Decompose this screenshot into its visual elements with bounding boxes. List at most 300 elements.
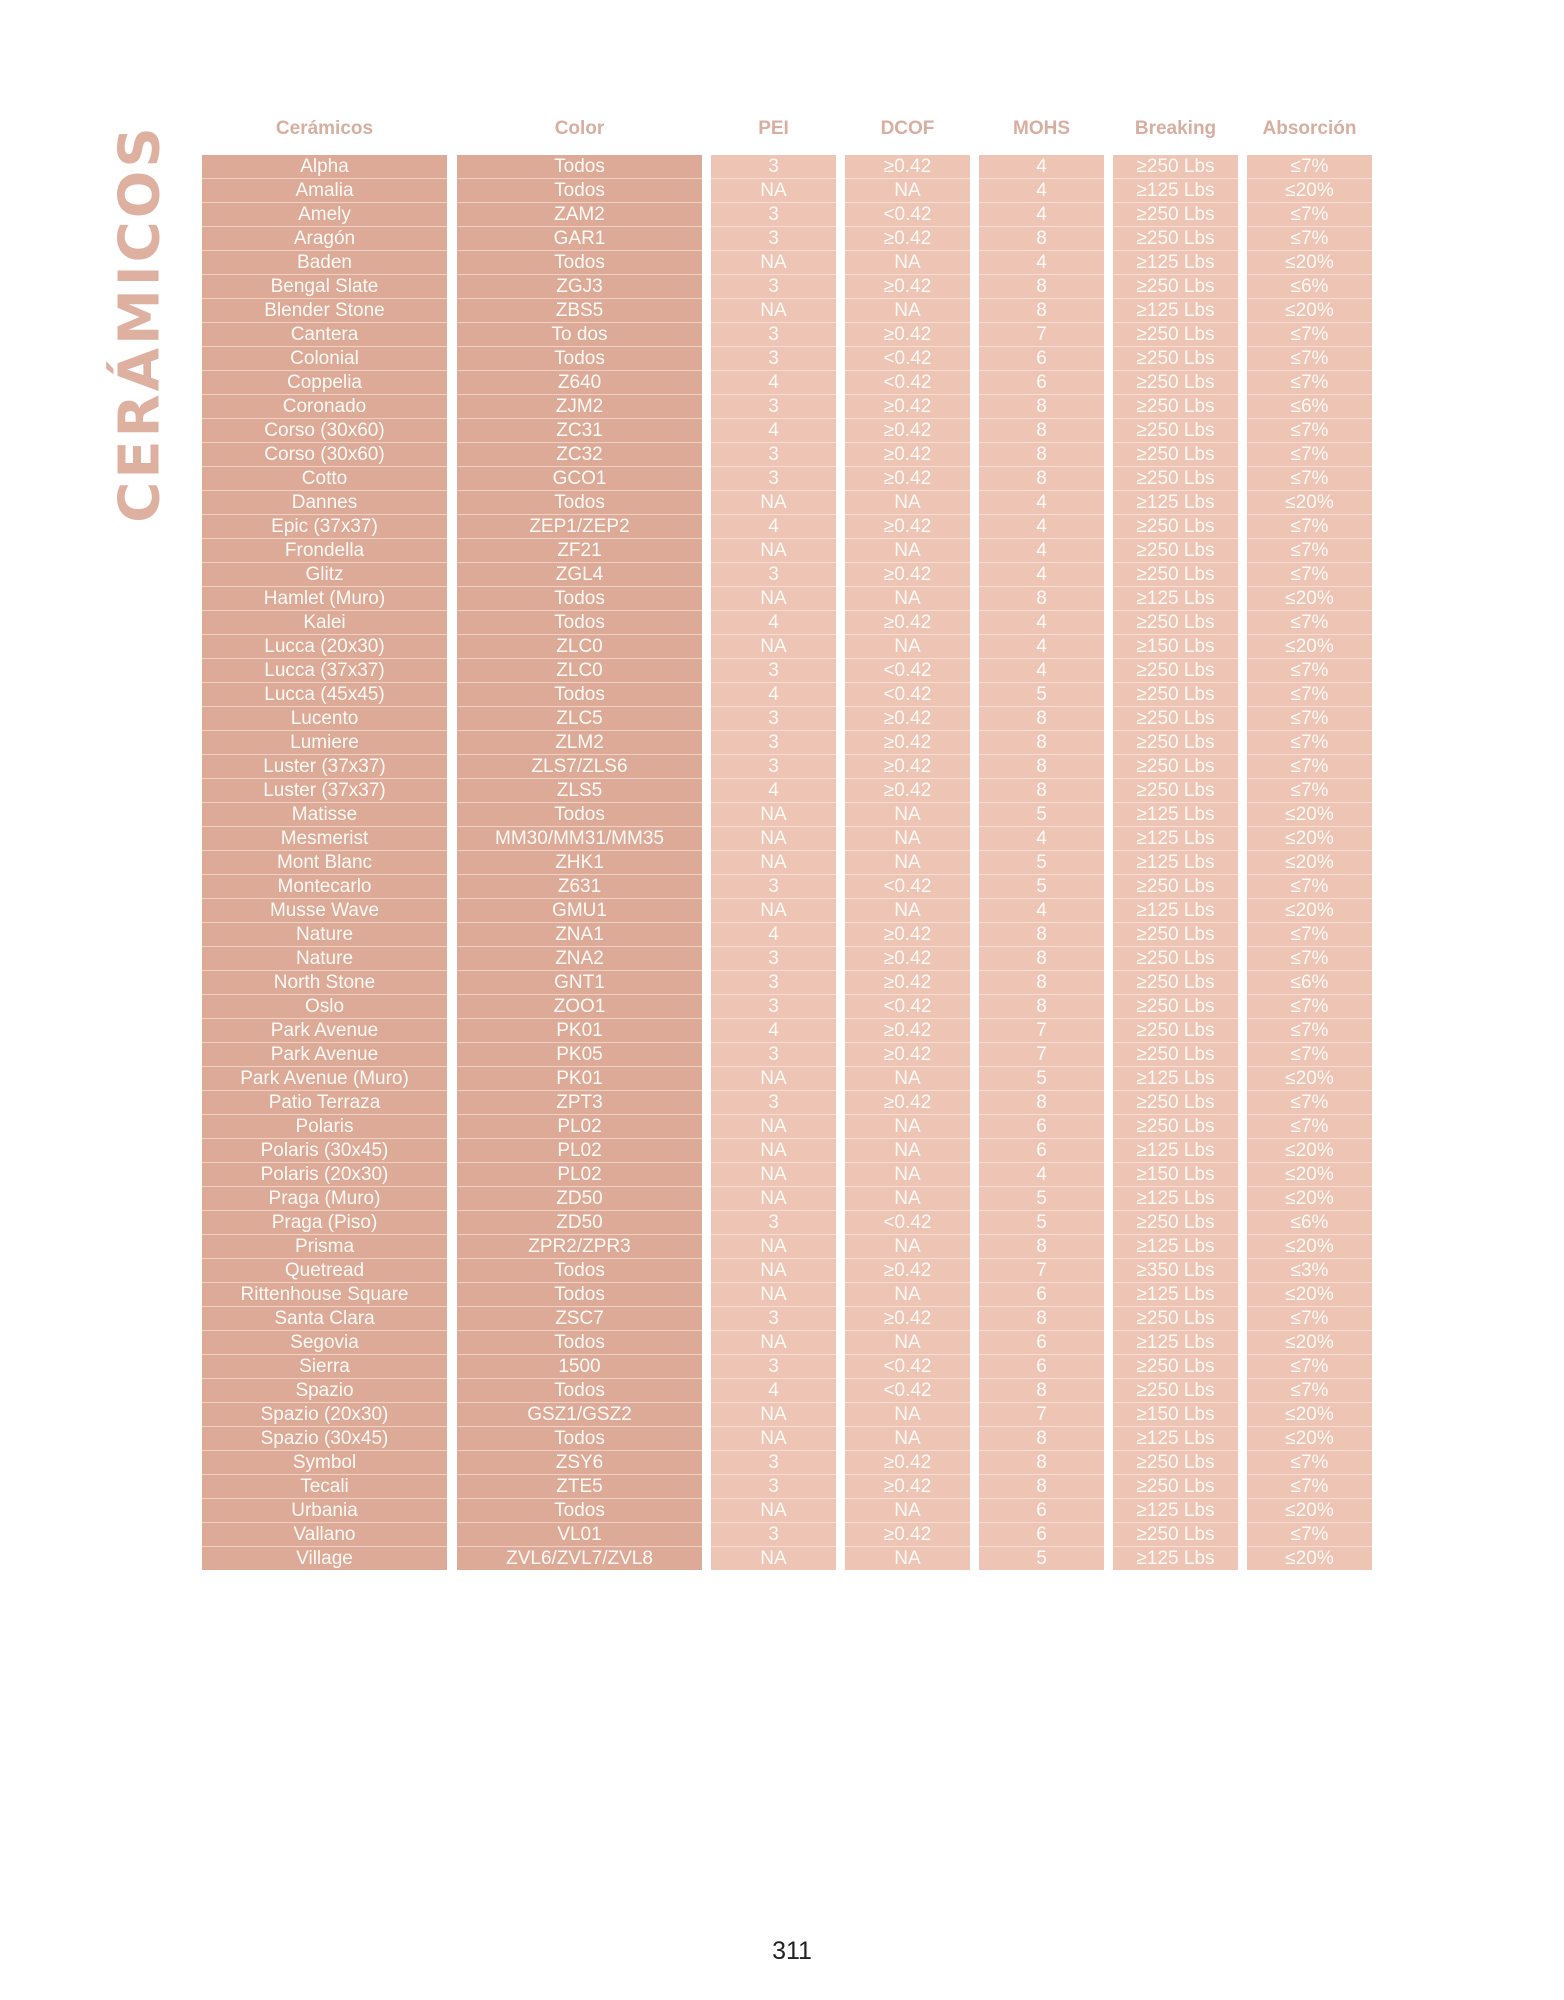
cell-dcof: NA xyxy=(845,1547,970,1571)
cell-breaking: ≥250 Lbs xyxy=(1113,707,1238,731)
table-row xyxy=(0,1235,1564,1259)
cell-breaking: ≥125 Lbs xyxy=(1113,851,1238,875)
cell-mohs: 6 xyxy=(979,1139,1104,1163)
cell-dcof: ≥0.42 xyxy=(845,779,970,803)
table-row xyxy=(0,227,1564,251)
cell-color: Todos xyxy=(457,1259,702,1283)
cell-absorcion: ≤7% xyxy=(1247,227,1372,251)
cell-ceramicos: Vallano xyxy=(202,1523,447,1547)
cell-dcof: NA xyxy=(845,1163,970,1187)
cell-pei: NA xyxy=(711,1259,836,1283)
cell-breaking: ≥250 Lbs xyxy=(1113,923,1238,947)
cell-ceramicos: Segovia xyxy=(202,1331,447,1355)
cell-breaking: ≥250 Lbs xyxy=(1113,227,1238,251)
cell-ceramicos: Baden xyxy=(202,251,447,275)
cell-mohs: 8 xyxy=(979,1307,1104,1331)
cell-breaking: ≥250 Lbs xyxy=(1113,1307,1238,1331)
cell-absorcion: ≤7% xyxy=(1247,1043,1372,1067)
cell-pei: 3 xyxy=(711,1523,836,1547)
cell-color: Todos xyxy=(457,611,702,635)
cell-ceramicos: Urbania xyxy=(202,1499,447,1523)
table-row xyxy=(0,635,1564,659)
cell-dcof: NA xyxy=(845,1499,970,1523)
cell-breaking: ≥250 Lbs xyxy=(1113,1115,1238,1139)
cell-color: ZD50 xyxy=(457,1211,702,1235)
cell-dcof: NA xyxy=(845,1115,970,1139)
cell-breaking: ≥125 Lbs xyxy=(1113,251,1238,275)
cell-absorcion: ≤7% xyxy=(1247,1115,1372,1139)
cell-mohs: 8 xyxy=(979,1091,1104,1115)
cell-breaking: ≥125 Lbs xyxy=(1113,1067,1238,1091)
cell-breaking: ≥250 Lbs xyxy=(1113,1355,1238,1379)
cell-color: GMU1 xyxy=(457,899,702,923)
cell-breaking: ≥250 Lbs xyxy=(1113,755,1238,779)
cell-absorcion: ≤20% xyxy=(1247,299,1372,323)
cell-dcof: NA xyxy=(845,1427,970,1451)
cell-dcof: ≥0.42 xyxy=(845,563,970,587)
cell-mohs: 8 xyxy=(979,923,1104,947)
cell-dcof: ≥0.42 xyxy=(845,707,970,731)
table-row xyxy=(0,155,1564,179)
table-row xyxy=(0,803,1564,827)
cell-pei: 4 xyxy=(711,515,836,539)
table-row xyxy=(0,779,1564,803)
cell-pei: 3 xyxy=(711,275,836,299)
cell-absorcion: ≤7% xyxy=(1247,563,1372,587)
cell-mohs: 8 xyxy=(979,947,1104,971)
cell-color: ZLC5 xyxy=(457,707,702,731)
cell-absorcion: ≤20% xyxy=(1247,635,1372,659)
cell-color: Todos xyxy=(457,1499,702,1523)
cell-color: GNT1 xyxy=(457,971,702,995)
cell-mohs: 7 xyxy=(979,1043,1104,1067)
cell-ceramicos: North Stone xyxy=(202,971,447,995)
cell-color: ZNA1 xyxy=(457,923,702,947)
page-number: 311 xyxy=(772,1937,812,1965)
cell-breaking: ≥250 Lbs xyxy=(1113,995,1238,1019)
cell-color: Todos xyxy=(457,683,702,707)
cell-pei: 3 xyxy=(711,1307,836,1331)
cell-breaking: ≥125 Lbs xyxy=(1113,1499,1238,1523)
cell-absorcion: ≤20% xyxy=(1247,1235,1372,1259)
cell-dcof: <0.42 xyxy=(845,347,970,371)
cell-pei: 3 xyxy=(711,755,836,779)
table-row xyxy=(0,1547,1564,1571)
cell-mohs: 5 xyxy=(979,875,1104,899)
cell-color: ZC32 xyxy=(457,443,702,467)
cell-ceramicos: Oslo xyxy=(202,995,447,1019)
table-row xyxy=(0,443,1564,467)
cell-absorcion: ≤20% xyxy=(1247,1331,1372,1355)
cell-dcof: NA xyxy=(845,1403,970,1427)
cell-pei: 3 xyxy=(711,395,836,419)
cell-breaking: ≥125 Lbs xyxy=(1113,1187,1238,1211)
cell-pei: 3 xyxy=(711,443,836,467)
cell-mohs: 8 xyxy=(979,1475,1104,1499)
cell-pei: NA xyxy=(711,587,836,611)
cell-mohs: 4 xyxy=(979,491,1104,515)
cell-ceramicos: Corso (30x60) xyxy=(202,419,447,443)
cell-absorcion: ≤3% xyxy=(1247,1259,1372,1283)
table-row xyxy=(0,947,1564,971)
cell-absorcion: ≤20% xyxy=(1247,1427,1372,1451)
cell-ceramicos: Polaris xyxy=(202,1115,447,1139)
cell-dcof: NA xyxy=(845,539,970,563)
cell-absorcion: ≤7% xyxy=(1247,995,1372,1019)
cell-absorcion: ≤7% xyxy=(1247,347,1372,371)
cell-ceramicos: Prisma xyxy=(202,1235,447,1259)
table-row xyxy=(0,179,1564,203)
cell-ceramicos: Nature xyxy=(202,923,447,947)
cell-dcof: ≥0.42 xyxy=(845,1523,970,1547)
cell-breaking: ≥125 Lbs xyxy=(1113,1283,1238,1307)
column-header-color: Color xyxy=(554,118,605,139)
cell-breaking: ≥125 Lbs xyxy=(1113,803,1238,827)
table-row xyxy=(0,419,1564,443)
cell-ceramicos: Luster (37x37) xyxy=(202,779,447,803)
cell-dcof: ≥0.42 xyxy=(845,731,970,755)
cell-ceramicos: Santa Clara xyxy=(202,1307,447,1331)
cell-absorcion: ≤7% xyxy=(1247,875,1372,899)
cell-mohs: 4 xyxy=(979,539,1104,563)
cell-mohs: 7 xyxy=(979,1403,1104,1427)
cell-ceramicos: Matisse xyxy=(202,803,447,827)
cell-color: ZGL4 xyxy=(457,563,702,587)
cell-breaking: ≥125 Lbs xyxy=(1113,491,1238,515)
table-row xyxy=(0,395,1564,419)
table-row xyxy=(0,875,1564,899)
cell-ceramicos: Park Avenue xyxy=(202,1019,447,1043)
cell-dcof: ≥0.42 xyxy=(845,971,970,995)
table-row xyxy=(0,1163,1564,1187)
cell-dcof: NA xyxy=(845,803,970,827)
cell-dcof: <0.42 xyxy=(845,659,970,683)
cell-color: PL02 xyxy=(457,1163,702,1187)
cell-mohs: 6 xyxy=(979,1283,1104,1307)
table-row xyxy=(0,1523,1564,1547)
cell-pei: NA xyxy=(711,851,836,875)
cell-absorcion: ≤7% xyxy=(1247,203,1372,227)
cell-dcof: NA xyxy=(845,1067,970,1091)
cell-ceramicos: Amalia xyxy=(202,179,447,203)
table-row xyxy=(0,611,1564,635)
cell-pei: 3 xyxy=(711,347,836,371)
cell-color: ZSC7 xyxy=(457,1307,702,1331)
cell-dcof: <0.42 xyxy=(845,1355,970,1379)
cell-absorcion: ≤20% xyxy=(1247,1163,1372,1187)
cell-dcof: ≥0.42 xyxy=(845,419,970,443)
cell-breaking: ≥250 Lbs xyxy=(1113,659,1238,683)
cell-color: PK01 xyxy=(457,1067,702,1091)
cell-dcof: <0.42 xyxy=(845,683,970,707)
cell-absorcion: ≤20% xyxy=(1247,851,1372,875)
cell-color: ZJM2 xyxy=(457,395,702,419)
table-row xyxy=(0,1355,1564,1379)
cell-absorcion: ≤7% xyxy=(1247,515,1372,539)
cell-dcof: <0.42 xyxy=(845,203,970,227)
table-row xyxy=(0,563,1564,587)
cell-pei: NA xyxy=(711,1163,836,1187)
cell-dcof: ≥0.42 xyxy=(845,1091,970,1115)
cell-color: ZLS5 xyxy=(457,779,702,803)
cell-color: ZEP1/ZEP2 xyxy=(457,515,702,539)
table-row xyxy=(0,731,1564,755)
cell-color: ZGJ3 xyxy=(457,275,702,299)
cell-pei: 3 xyxy=(711,563,836,587)
cell-dcof: ≥0.42 xyxy=(845,1259,970,1283)
cell-pei: 4 xyxy=(711,779,836,803)
cell-dcof: ≥0.42 xyxy=(845,323,970,347)
cell-absorcion: ≤20% xyxy=(1247,1067,1372,1091)
cell-absorcion: ≤7% xyxy=(1247,779,1372,803)
cell-absorcion: ≤7% xyxy=(1247,1523,1372,1547)
table-row xyxy=(0,1211,1564,1235)
cell-mohs: 8 xyxy=(979,779,1104,803)
cell-breaking: ≥250 Lbs xyxy=(1113,395,1238,419)
table-row xyxy=(0,755,1564,779)
table-row xyxy=(0,995,1564,1019)
table-row xyxy=(0,851,1564,875)
cell-breaking: ≥250 Lbs xyxy=(1113,371,1238,395)
cell-breaking: ≥250 Lbs xyxy=(1113,1043,1238,1067)
cell-color: ZLM2 xyxy=(457,731,702,755)
cell-dcof: ≥0.42 xyxy=(845,1043,970,1067)
cell-breaking: ≥125 Lbs xyxy=(1113,1331,1238,1355)
cell-color: Todos xyxy=(457,179,702,203)
table-row xyxy=(0,1307,1564,1331)
cell-mohs: 7 xyxy=(979,323,1104,347)
cell-color: Todos xyxy=(457,1283,702,1307)
cell-absorcion: ≤20% xyxy=(1247,587,1372,611)
cell-mohs: 4 xyxy=(979,611,1104,635)
table-row xyxy=(0,1499,1564,1523)
table-row xyxy=(0,1331,1564,1355)
cell-breaking: ≥250 Lbs xyxy=(1113,1211,1238,1235)
cell-dcof: <0.42 xyxy=(845,1211,970,1235)
cell-ceramicos: Corso (30x60) xyxy=(202,443,447,467)
cell-mohs: 4 xyxy=(979,635,1104,659)
cell-dcof: NA xyxy=(845,635,970,659)
cell-mohs: 8 xyxy=(979,443,1104,467)
cell-dcof: <0.42 xyxy=(845,875,970,899)
cell-absorcion: ≤7% xyxy=(1247,755,1372,779)
cell-ceramicos: Kalei xyxy=(202,611,447,635)
cell-ceramicos: Cotto xyxy=(202,467,447,491)
cell-breaking: ≥350 Lbs xyxy=(1113,1259,1238,1283)
cell-mohs: 8 xyxy=(979,995,1104,1019)
cell-mohs: 4 xyxy=(979,1163,1104,1187)
cell-dcof: ≥0.42 xyxy=(845,443,970,467)
cell-dcof: ≥0.42 xyxy=(845,155,970,179)
cell-color: ZAM2 xyxy=(457,203,702,227)
cell-mohs: 5 xyxy=(979,1187,1104,1211)
table-row xyxy=(0,659,1564,683)
cell-ceramicos: Frondella xyxy=(202,539,447,563)
table-row xyxy=(0,1019,1564,1043)
cell-mohs: 4 xyxy=(979,155,1104,179)
cell-mohs: 4 xyxy=(979,899,1104,923)
cell-pei: NA xyxy=(711,1067,836,1091)
cell-mohs: 8 xyxy=(979,1427,1104,1451)
cell-pei: NA xyxy=(711,1235,836,1259)
cell-breaking: ≥125 Lbs xyxy=(1113,587,1238,611)
table-row xyxy=(0,539,1564,563)
table-row xyxy=(0,971,1564,995)
cell-ceramicos: Rittenhouse Square xyxy=(202,1283,447,1307)
cell-mohs: 7 xyxy=(979,1259,1104,1283)
cell-pei: NA xyxy=(711,539,836,563)
cell-pei: NA xyxy=(711,179,836,203)
cell-mohs: 6 xyxy=(979,1355,1104,1379)
cell-mohs: 8 xyxy=(979,467,1104,491)
cell-pei: 3 xyxy=(711,1475,836,1499)
cell-ceramicos: Aragón xyxy=(202,227,447,251)
cell-color: ZPT3 xyxy=(457,1091,702,1115)
cell-pei: NA xyxy=(711,1283,836,1307)
cell-absorcion: ≤20% xyxy=(1247,1187,1372,1211)
cell-mohs: 8 xyxy=(979,1379,1104,1403)
cell-absorcion: ≤20% xyxy=(1247,1403,1372,1427)
cell-color: Z631 xyxy=(457,875,702,899)
column-header-breaking: Breaking xyxy=(1134,118,1217,139)
cell-dcof: NA xyxy=(845,587,970,611)
cell-pei: 3 xyxy=(711,1355,836,1379)
cell-breaking: ≥125 Lbs xyxy=(1113,1427,1238,1451)
cell-color: ZVL6/ZVL7/ZVL8 xyxy=(457,1547,702,1571)
cell-color: ZLC0 xyxy=(457,635,702,659)
cell-absorcion: ≤7% xyxy=(1247,659,1372,683)
cell-breaking: ≥125 Lbs xyxy=(1113,827,1238,851)
cell-dcof: NA xyxy=(845,1187,970,1211)
table-row xyxy=(0,251,1564,275)
cell-color: ZD50 xyxy=(457,1187,702,1211)
cell-mohs: 4 xyxy=(979,563,1104,587)
cell-pei: 4 xyxy=(711,1379,836,1403)
cell-pei: NA xyxy=(711,827,836,851)
cell-dcof: ≥0.42 xyxy=(845,947,970,971)
cell-absorcion: ≤7% xyxy=(1247,1451,1372,1475)
cell-ceramicos: Alpha xyxy=(202,155,447,179)
cell-ceramicos: Mesmerist xyxy=(202,827,447,851)
cell-dcof: ≥0.42 xyxy=(845,275,970,299)
cell-absorcion: ≤20% xyxy=(1247,1283,1372,1307)
table-row xyxy=(0,1043,1564,1067)
cell-color: Todos xyxy=(457,1379,702,1403)
cell-ceramicos: Sierra xyxy=(202,1355,447,1379)
cell-mohs: 8 xyxy=(979,419,1104,443)
cell-color: Todos xyxy=(457,491,702,515)
cell-ceramicos: Lucca (20x30) xyxy=(202,635,447,659)
cell-absorcion: ≤20% xyxy=(1247,179,1372,203)
cell-absorcion: ≤7% xyxy=(1247,419,1372,443)
cell-dcof: ≥0.42 xyxy=(845,467,970,491)
cell-mohs: 8 xyxy=(979,587,1104,611)
cell-dcof: NA xyxy=(845,1139,970,1163)
cell-breaking: ≥250 Lbs xyxy=(1113,203,1238,227)
cell-mohs: 8 xyxy=(979,299,1104,323)
cell-mohs: 4 xyxy=(979,827,1104,851)
cell-absorcion: ≤6% xyxy=(1247,275,1372,299)
cell-ceramicos: Colonial xyxy=(202,347,447,371)
cell-absorcion: ≤7% xyxy=(1247,611,1372,635)
cell-absorcion: ≤7% xyxy=(1247,467,1372,491)
cell-absorcion: ≤7% xyxy=(1247,707,1372,731)
cell-absorcion: ≤7% xyxy=(1247,683,1372,707)
cell-color: VL01 xyxy=(457,1523,702,1547)
cell-pei: NA xyxy=(711,635,836,659)
cell-pei: NA xyxy=(711,1499,836,1523)
cell-ceramicos: Tecali xyxy=(202,1475,447,1499)
cell-breaking: ≥250 Lbs xyxy=(1113,1523,1238,1547)
cell-ceramicos: Symbol xyxy=(202,1451,447,1475)
cell-mohs: 8 xyxy=(979,731,1104,755)
table-row xyxy=(0,1475,1564,1499)
table-row xyxy=(0,683,1564,707)
cell-pei: 3 xyxy=(711,323,836,347)
cell-pei: 4 xyxy=(711,371,836,395)
cell-color: ZF21 xyxy=(457,539,702,563)
cell-absorcion: ≤20% xyxy=(1247,803,1372,827)
cell-dcof: <0.42 xyxy=(845,1379,970,1403)
cell-mohs: 6 xyxy=(979,347,1104,371)
cell-dcof: NA xyxy=(845,179,970,203)
cell-pei: 4 xyxy=(711,923,836,947)
cell-dcof: ≥0.42 xyxy=(845,395,970,419)
cell-mohs: 8 xyxy=(979,1451,1104,1475)
cell-ceramicos: Bengal Slate xyxy=(202,275,447,299)
cell-color: Todos xyxy=(457,1427,702,1451)
cell-mohs: 8 xyxy=(979,227,1104,251)
cell-dcof: <0.42 xyxy=(845,995,970,1019)
cell-breaking: ≥150 Lbs xyxy=(1113,1163,1238,1187)
cell-absorcion: ≤7% xyxy=(1247,947,1372,971)
cell-ceramicos: Polaris (20x30) xyxy=(202,1163,447,1187)
cell-dcof: ≥0.42 xyxy=(845,1451,970,1475)
cell-breaking: ≥125 Lbs xyxy=(1113,179,1238,203)
cell-absorcion: ≤7% xyxy=(1247,731,1372,755)
cell-ceramicos: Mont Blanc xyxy=(202,851,447,875)
cell-color: ZLC0 xyxy=(457,659,702,683)
cell-pei: NA xyxy=(711,1187,836,1211)
cell-dcof: NA xyxy=(845,851,970,875)
cell-color: GCO1 xyxy=(457,467,702,491)
cell-color: Z640 xyxy=(457,371,702,395)
cell-breaking: ≥250 Lbs xyxy=(1113,683,1238,707)
cell-dcof: NA xyxy=(845,1331,970,1355)
cell-absorcion: ≤20% xyxy=(1247,251,1372,275)
cell-pei: 4 xyxy=(711,611,836,635)
table-row xyxy=(0,275,1564,299)
cell-color: ZOO1 xyxy=(457,995,702,1019)
cell-breaking: ≥250 Lbs xyxy=(1113,1019,1238,1043)
cell-dcof: ≥0.42 xyxy=(845,923,970,947)
cell-breaking: ≥250 Lbs xyxy=(1113,611,1238,635)
cell-color: ZTE5 xyxy=(457,1475,702,1499)
cell-mohs: 8 xyxy=(979,395,1104,419)
cell-color: To dos xyxy=(457,323,702,347)
cell-dcof: ≥0.42 xyxy=(845,1307,970,1331)
cell-ceramicos: Dannes xyxy=(202,491,447,515)
cell-mohs: 6 xyxy=(979,1499,1104,1523)
cell-pei: NA xyxy=(711,299,836,323)
cell-dcof: NA xyxy=(845,899,970,923)
cell-color: ZC31 xyxy=(457,419,702,443)
cell-absorcion: ≤7% xyxy=(1247,371,1372,395)
table-row xyxy=(0,467,1564,491)
cell-dcof: NA xyxy=(845,1283,970,1307)
cell-pei: NA xyxy=(711,251,836,275)
cell-color: ZBS5 xyxy=(457,299,702,323)
